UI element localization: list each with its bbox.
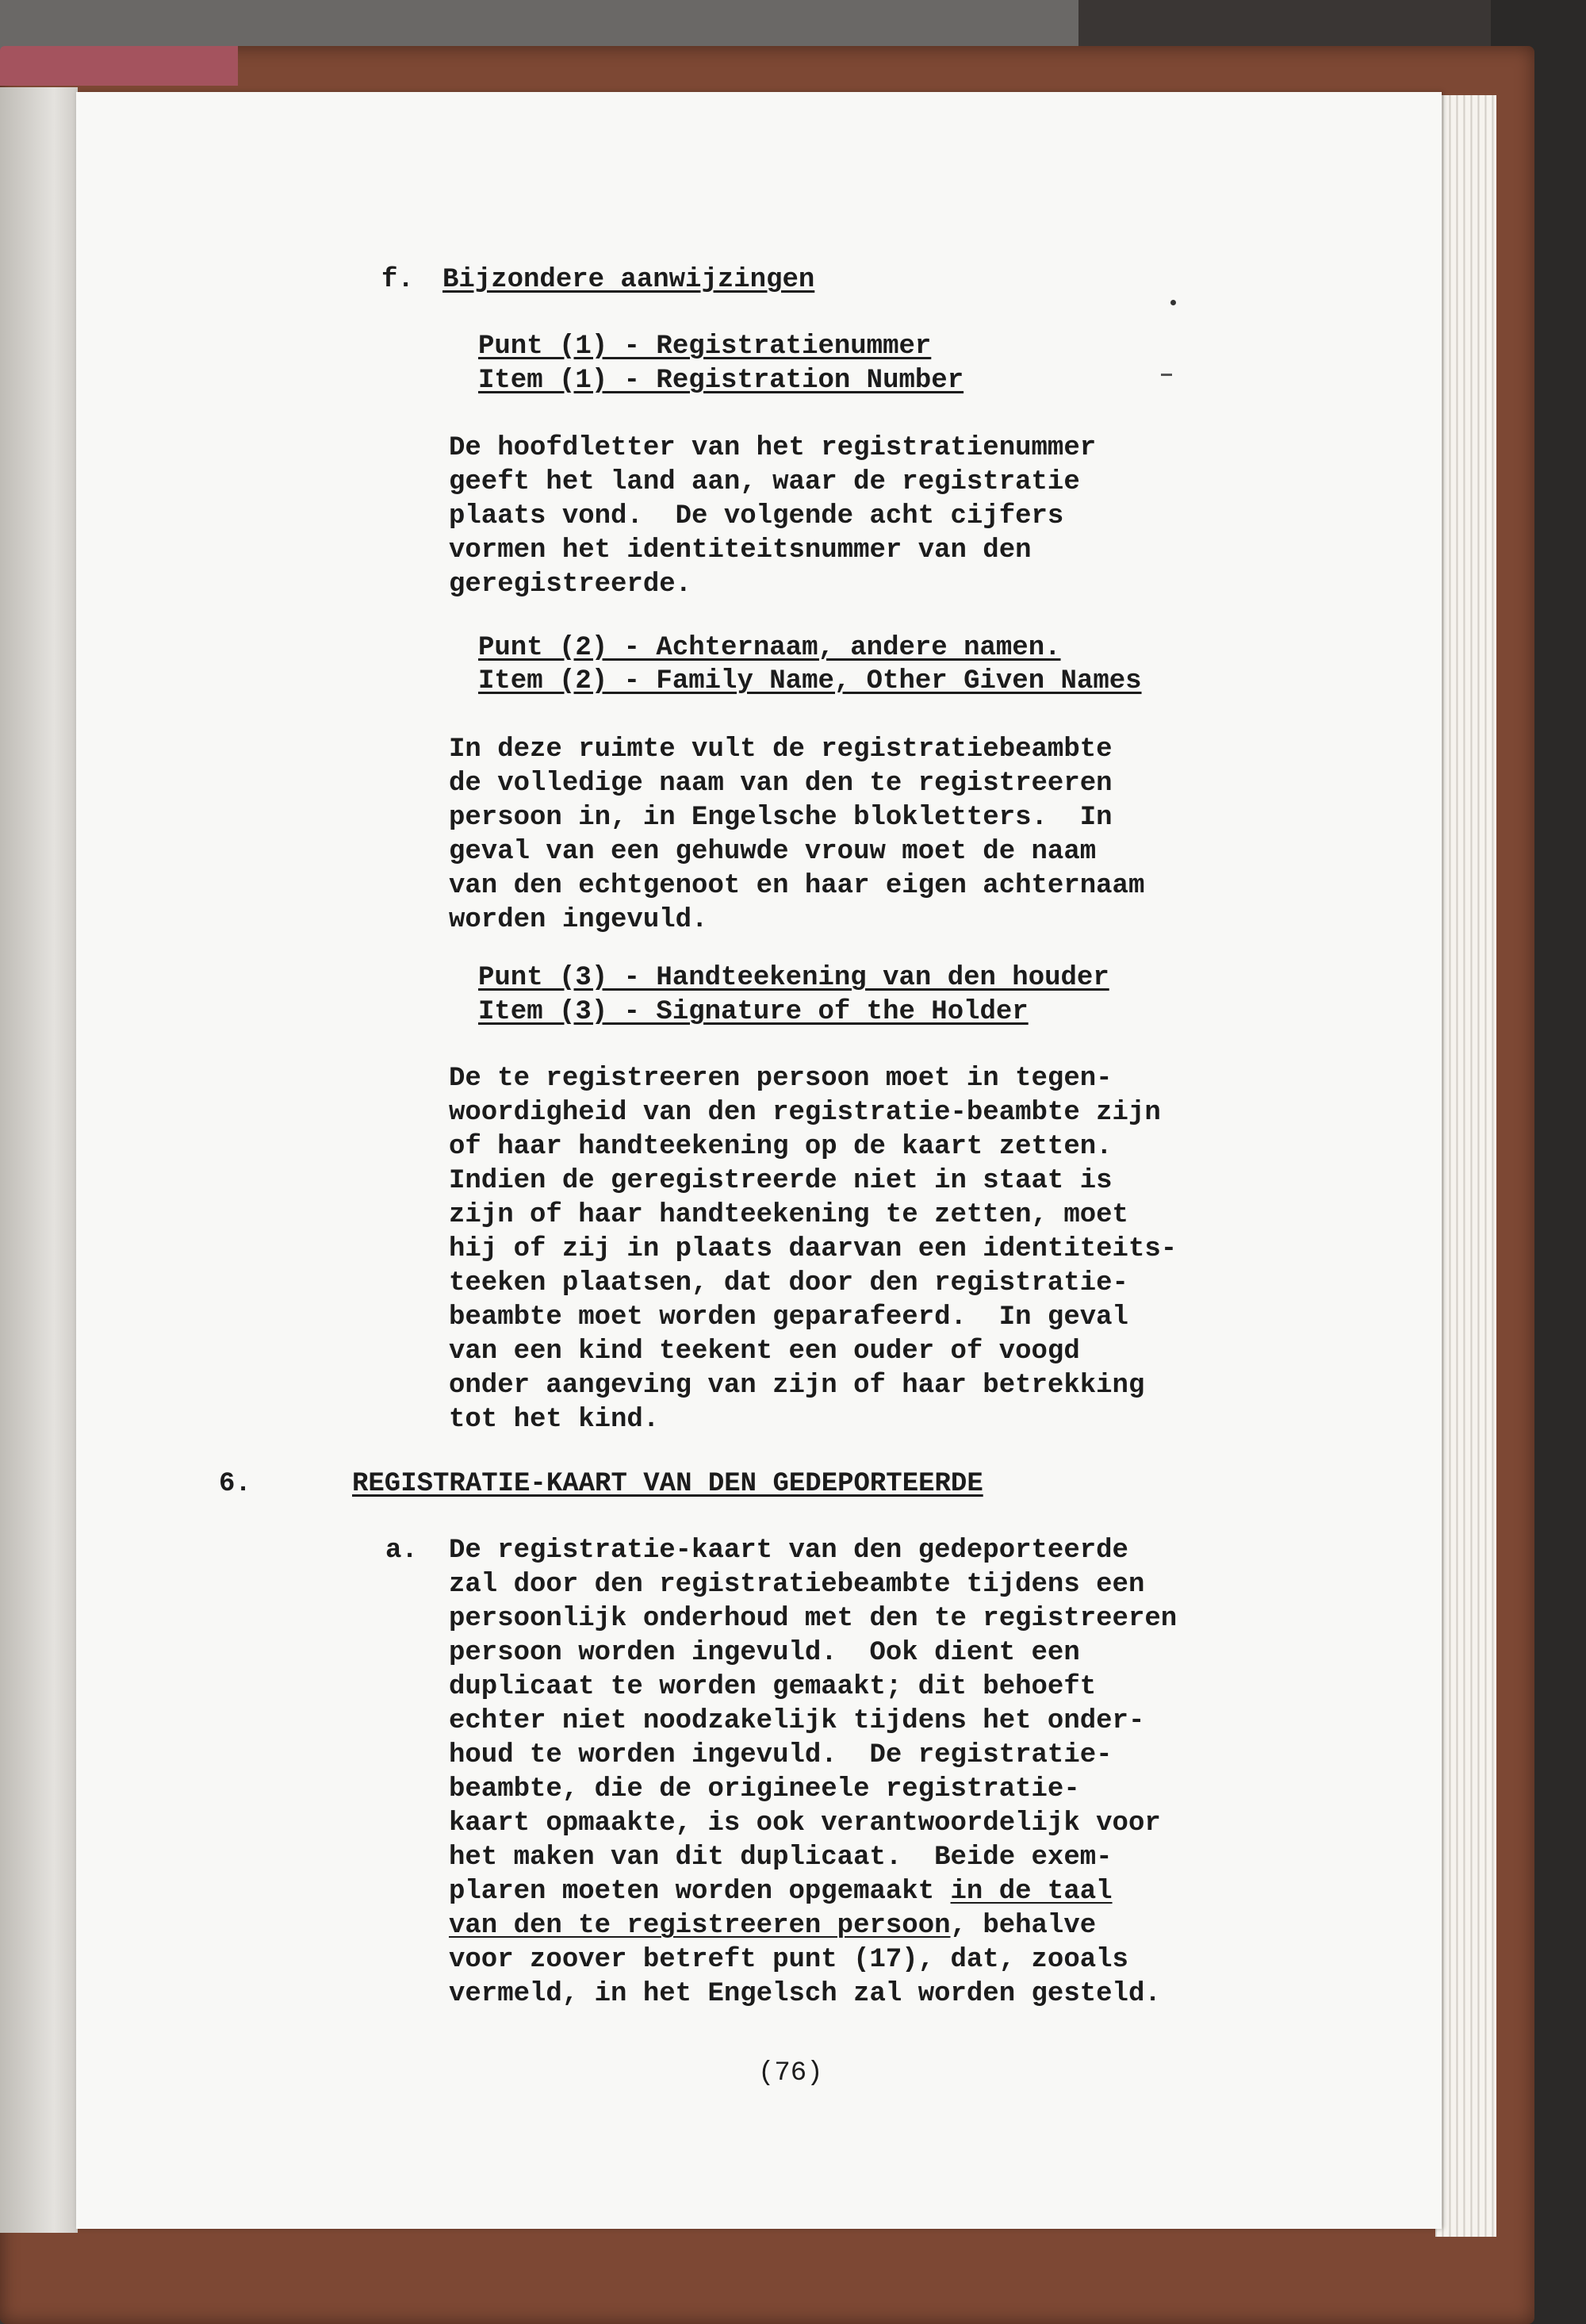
section-f-heading: Bijzondere aanwijzingen xyxy=(442,265,815,295)
underlined-phrase: in de taal xyxy=(950,1877,1113,1907)
section-6-number: 6. xyxy=(219,1469,251,1499)
page-number: (76) xyxy=(758,2058,823,2088)
para-a-line: kaart opmaakte, is ook verantwoordelijk voor xyxy=(449,1808,1161,1839)
item-3-line: woordigheid van den registratie-beambte zijn xyxy=(449,1098,1161,1128)
section-f-marker: f. xyxy=(381,265,414,295)
para-a-line xyxy=(449,1875,1113,1909)
item-3-title-nl: Punt (3) - Handteekening van den houder xyxy=(478,963,1109,993)
para-a-line-12-text: , behalve xyxy=(950,1911,1097,1941)
page-stack-edges xyxy=(1435,95,1496,2237)
facing-page-edge xyxy=(0,87,78,2233)
item-3-line: of haar handteekening op de kaart zetten. xyxy=(449,1132,1113,1162)
underlined-phrase: van den te registreeren persoon xyxy=(449,1911,951,1941)
item-2-title-en: Item (2) - Family Name, Other Given Names xyxy=(478,666,1142,696)
document-page xyxy=(76,92,1442,2229)
item-2-title-nl: Punt (2) - Achternaam, andere namen. xyxy=(478,633,1061,663)
item-3-line: onder aangeving van zijn of haar betrekking xyxy=(449,1371,1145,1401)
item-3-line: De te registreeren persoon moet in tegen- xyxy=(449,1064,1113,1094)
item-2-line: worden ingevuld. xyxy=(449,905,708,935)
para-a-line: vermeld, in het Engelsch zal worden gesteld. xyxy=(449,1979,1161,2009)
para-a-line: echter niet noodzakelijk tijdens het onder- xyxy=(449,1706,1145,1736)
para-a-line: het maken van dit duplicaat. Beide exem- xyxy=(449,1843,1113,1873)
item-3-line: van een kind teekent een ouder of voogd xyxy=(449,1336,1080,1367)
para-a-line: houd te worden ingevuld. De registratie- xyxy=(449,1740,1113,1770)
item-1-line: De hoofdletter van het registratienummer xyxy=(449,433,1097,463)
item-1-line: plaats vond. De volgende acht cijfers xyxy=(449,501,1064,531)
para-a-line: duplicaat te worden gemaakt; dit behoeft xyxy=(449,1672,1097,1702)
item-3-line: Indien de geregistreerde niet in staat is xyxy=(449,1166,1113,1196)
item-3-line: tot het kind. xyxy=(449,1405,660,1435)
item-2-line: In deze ruimte vult de registratiebeambte xyxy=(449,734,1113,765)
item-3-line: beambte moet worden geparafeerd. In geval xyxy=(449,1302,1128,1333)
item-3-line: zijn of haar handteekening te zetten, moet xyxy=(449,1200,1128,1230)
section-6-heading: REGISTRATIE-KAART VAN DEN GEDEPORTEERDE xyxy=(352,1469,983,1499)
item-1-title-en: Item (1) - Registration Number xyxy=(478,366,964,396)
item-3-title-en: Item (3) - Signature of the Holder xyxy=(478,997,1029,1027)
para-a-line: De registratie-kaart van den gedeporteerde xyxy=(449,1536,1128,1566)
item-1-title-nl: Punt (1) - Registratienummer xyxy=(478,332,932,362)
item-2-line: persoon in, in Engelsche blokletters. In xyxy=(449,803,1113,833)
item-1-line: vormen het identiteitsnummer van den xyxy=(449,535,1032,566)
item-3-line: teeken plaatsen, dat door den registratie- xyxy=(449,1268,1128,1298)
ink-mark xyxy=(1161,374,1172,376)
para-a-line: persoon worden ingevuld. Ook dient een xyxy=(449,1638,1080,1668)
item-1-line: geregistreerde. xyxy=(449,569,692,600)
para-a-line: voor zoover betreft punt (17), dat, zooals xyxy=(449,1945,1128,1975)
item-1-line: geeft het land aan, waar de registratie xyxy=(449,467,1080,497)
para-a-marker: a. xyxy=(385,1536,418,1566)
ink-speck xyxy=(1170,300,1176,305)
item-2-line: de volledige naam van den te registreeren xyxy=(449,769,1113,799)
para-a-line: persoonlijk onderhoud met den te registreeren xyxy=(449,1604,1178,1634)
item-3-line: hij of zij in plaats daarvan een identiteits- xyxy=(449,1234,1178,1264)
book-cover-spine-cloth xyxy=(0,46,238,86)
item-2-line: van den echtgenoot en haar eigen achternaam xyxy=(449,871,1145,901)
para-a-line: beambte, die de origineele registratie- xyxy=(449,1774,1080,1804)
item-2-line: geval van een gehuwde vrouw moet de naam xyxy=(449,837,1097,867)
para-a-line: zal door den registratiebeambte tijdens een xyxy=(449,1570,1145,1600)
para-a-line-11-text: plaren moeten worden opgemaakt xyxy=(449,1877,951,1907)
para-a-line xyxy=(449,1909,1096,1943)
